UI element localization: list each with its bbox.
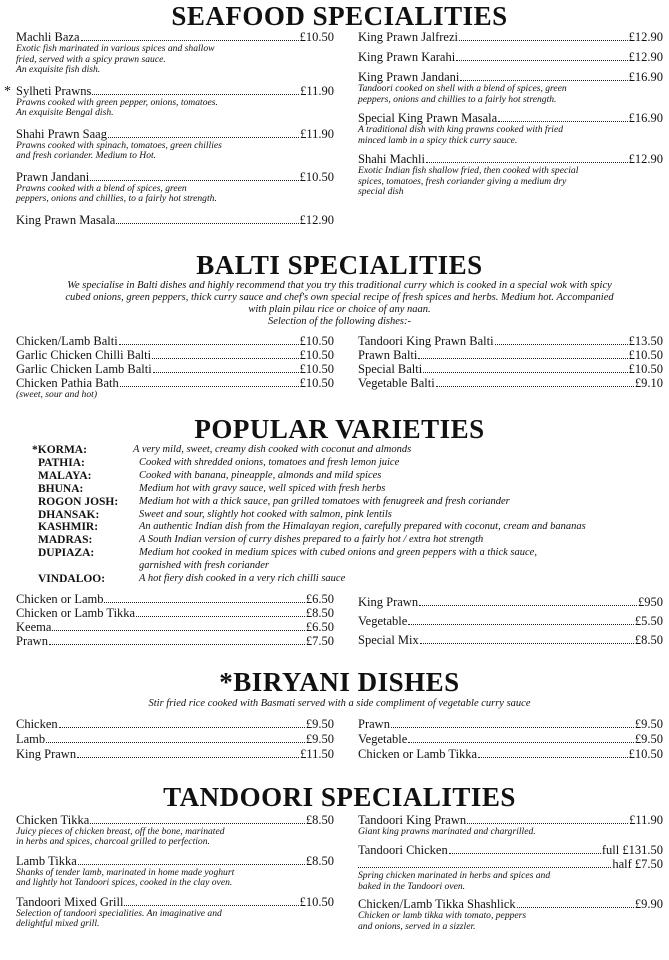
- tandoori-title: TANDOORI SPECIALITIES: [163, 781, 516, 812]
- item-row: [16, 854, 334, 868]
- dot-leader: [419, 605, 637, 606]
- item-name: Sylheti Prawns: [16, 83, 92, 98]
- variety-description: A South Indian version of curry dishes prepared to a fairly hot / extra hot strength: [139, 534, 484, 546]
- variety-description: An authentic Indian dish from the Himalayan region, carefully prepared with coconut, cream and bananas: [139, 521, 586, 533]
- biryani-right-column: [358, 717, 663, 762]
- biryani-columns: [16, 717, 663, 762]
- dot-leader: [92, 94, 299, 95]
- item-description: Prawns cooked with green pepper, onions, tomatoes.: [16, 96, 218, 108]
- variety-row: [16, 457, 663, 470]
- menu-item: [16, 634, 334, 648]
- menu-item: [358, 362, 663, 376]
- item-description: Selection of tandoori specialities. An imaginative and: [16, 907, 222, 919]
- dot-leader: [78, 864, 305, 865]
- biryani-left-column: [16, 717, 334, 762]
- variety-description: Medium hot with gravy sauce, well spiced with fresh herbs: [139, 482, 386, 494]
- menu-item: [16, 592, 334, 606]
- dot-leader: [495, 344, 628, 345]
- variety-description: Sweet and sour, slightly hot cooked with salmon, pink lentils: [139, 508, 392, 520]
- item-name: Special Mix: [358, 632, 419, 647]
- item-price: £8.50: [305, 605, 334, 620]
- item-price: £11.90: [629, 812, 663, 827]
- item-name: Chicken: [16, 716, 58, 731]
- item-name: Prawn Balti: [358, 347, 418, 362]
- balti-left-column: [16, 334, 334, 401]
- item-row: [16, 170, 334, 184]
- item-name: King Prawn Karahi: [358, 50, 456, 64]
- menu-item: [358, 70, 663, 105]
- intro-line: with plain pilau rice or choice of any naan.: [248, 303, 431, 315]
- menu-item: [358, 813, 663, 838]
- item-price: £10.50: [299, 30, 334, 44]
- item-name: Lamb: [16, 731, 46, 746]
- balti-title: BALTI SPECIALITIES: [196, 249, 483, 280]
- item-price-half: half £7.50: [612, 857, 663, 872]
- item-row: [16, 732, 334, 746]
- variety-name: MADRAS:: [38, 534, 93, 547]
- variety-name: DUPIAZA:: [38, 547, 95, 560]
- item-description: special dish: [358, 186, 404, 197]
- dot-leader: [426, 162, 628, 163]
- menu-item: [16, 620, 334, 634]
- variety-description: A hot fiery dish cooked in a very rich chilli sauce: [139, 573, 346, 585]
- item-name: Shahi Prawn Saag: [16, 126, 107, 141]
- item-price: £8.50: [305, 812, 334, 827]
- item-name: Chicken/Lamb Tikka Shashlick: [358, 897, 516, 912]
- item-price: £11.90: [300, 83, 334, 98]
- dot-leader: [498, 121, 627, 122]
- item-row: [358, 348, 663, 362]
- item-description: peppers, onions and chillies to a fairly hot strength.: [358, 93, 557, 105]
- item-name: Chicken or Lamb: [16, 591, 104, 606]
- dot-leader: [420, 643, 634, 644]
- menu-item: [358, 897, 663, 932]
- item-price: £10.50: [299, 361, 334, 376]
- menu-item: [16, 732, 334, 746]
- item-description: and fresh coriander. Medium to Hot.: [16, 150, 157, 161]
- item-name: Vegetable Balti: [358, 375, 435, 390]
- item-description: An exquisite Bengal dish.: [16, 107, 114, 118]
- variety-name: *KORMA:: [32, 444, 87, 456]
- item-name: Chicken or Lamb Tikka: [16, 605, 136, 620]
- variety-description: Medium hot with a thick sauce, pan grilled tomatoes with fenugreek and fresh coriander: [139, 495, 510, 507]
- item-price: £12.90: [628, 50, 663, 64]
- item-name: Prawn Jandani: [16, 169, 90, 184]
- item-row: [16, 334, 334, 348]
- item-price: £10.50: [628, 746, 663, 761]
- item-row: [358, 376, 663, 390]
- variety-name: KASHMIR:: [38, 521, 99, 534]
- dot-leader: [456, 60, 627, 61]
- item-price: £9.10: [634, 375, 663, 390]
- item-name: Special Balti: [358, 361, 423, 376]
- item-description: baked in the Tandoori oven.: [358, 880, 466, 892]
- item-description: Prawns cooked with a blend of spices, green: [16, 182, 187, 194]
- seafood-title: SEAFOOD SPECIALITIES: [171, 1, 508, 31]
- item-price: £16.90: [628, 111, 663, 125]
- menu-item: [358, 747, 663, 761]
- menu-item: [358, 348, 663, 362]
- item-name: Chicken Tikka: [16, 812, 90, 827]
- item-row: [16, 620, 334, 634]
- variety-row: [16, 496, 663, 509]
- item-description: and onions, served in a sizzler.: [358, 920, 476, 932]
- dot-leader: [108, 137, 299, 138]
- item-row: [16, 606, 334, 620]
- tandoori-columns: [16, 813, 663, 936]
- menu-item: [16, 348, 334, 362]
- item-name: Tandoori Mixed Grill: [16, 894, 124, 909]
- item-name: Chicken Pathia Bath: [16, 375, 119, 390]
- popular-right-column: [358, 592, 663, 652]
- variety-name: DHANSAK:: [38, 508, 100, 521]
- menu-item: [358, 717, 663, 731]
- item-price: £12.90: [628, 152, 663, 166]
- item-description: Exotic Indian fish shallow fried, then cooked with special: [358, 165, 579, 176]
- item-description: Tandoori cooked on shell with a blend of spices, green: [358, 83, 567, 94]
- dot-leader: [104, 602, 304, 603]
- popular-left-column: [16, 592, 334, 652]
- item-row: [358, 747, 663, 761]
- intro-line: cubed onions, green peppers, thick curry sauce and chef's own special recipe of fresh spices and herbs. Medium hot. Accompanied: [65, 291, 614, 303]
- dot-leader: [77, 757, 299, 758]
- item-price: £8.50: [634, 632, 663, 647]
- item-price: £10.50: [299, 375, 334, 390]
- dot-leader: [116, 223, 298, 224]
- item-row: [16, 813, 334, 827]
- item-description: A traditional dish with king prawns cooked with fried: [358, 124, 564, 135]
- menu-item: [16, 362, 334, 376]
- item-name: Special King Prawn Masala: [358, 111, 498, 125]
- menu-item: [358, 30, 663, 44]
- item-price: £11.90: [300, 126, 334, 141]
- variety-row: [16, 444, 663, 457]
- variety-row: [16, 483, 663, 496]
- variety-name: BHUNA:: [38, 482, 84, 495]
- item-name: King Prawn: [16, 746, 77, 761]
- menu-item: [16, 213, 334, 227]
- tandoori-left-column: [16, 813, 334, 936]
- dot-leader: [408, 742, 634, 743]
- item-price: £9.50: [634, 731, 663, 746]
- variety-description: Medium hot cooked in medium spices with cubed onions and green peppers with a thick sauce,: [139, 547, 537, 559]
- item-name: Lamb Tikka: [16, 853, 77, 868]
- item-row: [16, 30, 334, 44]
- item-row: [16, 376, 334, 390]
- variety-name: ROGON JOSH:: [38, 495, 119, 508]
- item-description: Juicy pieces of chicken breast, off the bone, marinated: [16, 825, 225, 837]
- menu-item: [358, 595, 663, 609]
- menu-item: [358, 50, 663, 64]
- item-row: [16, 592, 334, 606]
- item-price: £6.50: [305, 591, 334, 606]
- dot-leader: [119, 344, 299, 345]
- item-description: Prawns cooked with spinach, tomatoes, green chillies: [16, 139, 222, 151]
- item-name: Vegetable: [358, 613, 408, 628]
- item-description: in herbs and spices, charcoal grilled to perfection.: [16, 836, 210, 848]
- item-row: [358, 362, 663, 376]
- dot-leader: [124, 905, 298, 906]
- dot-leader: [81, 40, 299, 41]
- menu-item: [16, 334, 334, 348]
- item-price: £8.50: [305, 853, 334, 868]
- item-price: £9.90: [634, 897, 663, 912]
- menu-item: [16, 170, 334, 205]
- item-description: Spring chicken marinated in herbs and spices and: [358, 870, 551, 882]
- item-price: £10.50: [299, 347, 334, 362]
- item-price: £9.50: [634, 716, 663, 731]
- menu-item: [358, 614, 663, 628]
- balti-intro: [22, 280, 657, 328]
- item-row: [358, 334, 663, 348]
- dot-leader: [59, 727, 305, 728]
- variety-name: VINDALOO:: [38, 573, 106, 586]
- menu-item: [4, 83, 334, 119]
- menu-item: [358, 732, 663, 746]
- menu-item: [16, 813, 334, 848]
- item-name: King Prawn Masala: [16, 212, 116, 227]
- item-row: [358, 30, 663, 44]
- item-row: [358, 152, 663, 166]
- menu-item: [16, 717, 334, 731]
- item-row: [16, 127, 334, 141]
- item-description: spices, tomatoes, fresh coriander giving a medium dry: [358, 175, 567, 187]
- item-name: Tandoori King Prawn Balti: [358, 333, 494, 348]
- varieties-list: [16, 444, 663, 586]
- item-description: An exquisite fish dish.: [16, 64, 101, 75]
- dot-leader: [478, 757, 628, 758]
- menu-item: [16, 606, 334, 620]
- item-name: Vegetable: [358, 731, 408, 746]
- variety-row: [16, 521, 663, 534]
- item-price: £7.50: [305, 633, 334, 648]
- variety-row: [16, 573, 663, 586]
- dot-leader: [152, 358, 299, 359]
- item-row: [358, 50, 663, 64]
- item-description: Chicken or lamb tikka with tomato, peppers: [358, 910, 527, 922]
- variety-description: Cooked with banana, pineapple, almonds and mild spices: [139, 469, 382, 481]
- menu-item: [358, 334, 663, 348]
- variety-row: [16, 534, 663, 547]
- popular-columns: [16, 592, 663, 652]
- dot-leader: [423, 372, 627, 373]
- item-price: £10.50: [299, 169, 334, 184]
- item-description: and lightly hot Tandoori spices, cooked in the clay oven.: [16, 877, 233, 889]
- item-price: £13.50: [628, 333, 663, 348]
- dot-leader: [459, 40, 628, 41]
- menu-item: [16, 895, 334, 930]
- variety-name: MALAYA:: [38, 469, 92, 482]
- item-description: Exotic fish marinated in various spices and shallow: [16, 43, 215, 54]
- menu-item: [358, 111, 663, 146]
- variety-row: [16, 470, 663, 483]
- item-name: Tandoori Chicken: [358, 843, 448, 858]
- biryani-intro: Stir fried rice cooked with Basmati served with a side compliment of vegetable curry sauce: [148, 697, 531, 709]
- item-description: minced lamb in a spicy thick curry sauce.: [358, 134, 518, 146]
- item-price: £12.90: [299, 212, 334, 227]
- item-name: Prawn: [358, 716, 390, 731]
- item-row: [16, 362, 334, 376]
- item-row: [358, 614, 663, 628]
- menu-item: [16, 376, 334, 401]
- item-name: Chicken/Lamb Balti: [16, 333, 118, 348]
- item-description: Shanks of tender lamb, marinated in home made yoghurt: [16, 866, 235, 878]
- item-row: [16, 717, 334, 731]
- seafood-columns: [4, 30, 663, 235]
- item-row: [16, 84, 334, 98]
- dot-leader: [136, 616, 305, 617]
- dot-leader: [52, 630, 304, 631]
- item-description: Giant king prawns marinated and chargrilled.: [358, 825, 536, 837]
- item-row: [358, 595, 663, 609]
- item-name: Garlic Chicken Chilli Balti: [16, 347, 152, 362]
- item-description: peppers, onions and chillies, to a fairly hot strength.: [16, 193, 217, 204]
- item-name: Machli Baza: [16, 30, 80, 44]
- item-name: Keema: [16, 619, 52, 634]
- balti-columns: [16, 334, 663, 401]
- menu-item: [16, 747, 334, 761]
- item-row: [358, 717, 663, 731]
- asterisk-marker: *: [4, 83, 11, 99]
- item-row: [358, 111, 663, 125]
- item-description: delightful mixed grill.: [16, 918, 100, 930]
- item-name: Tandoori King Prawn: [358, 812, 467, 827]
- item-price: £10.50: [628, 361, 663, 376]
- item-name: Garlic Chicken Lamb Balti: [16, 361, 152, 376]
- dot-leader: [46, 742, 305, 743]
- balti-right-column: [358, 334, 663, 401]
- seafood-right-column: [358, 30, 663, 235]
- item-row: [358, 633, 663, 647]
- item-name: Shahi Machli: [358, 152, 426, 166]
- menu-item: [358, 843, 663, 892]
- menu-item: [358, 152, 663, 198]
- variety-row: [16, 509, 663, 522]
- dot-leader: [391, 727, 634, 728]
- dot-leader: [153, 372, 299, 373]
- menu-item: [358, 376, 663, 390]
- item-price: £12.90: [628, 30, 663, 44]
- item-row: [358, 732, 663, 746]
- dot-leader: [120, 386, 299, 387]
- item-row: [16, 213, 334, 227]
- item-price: £950: [638, 594, 663, 609]
- variety-name: [16, 560, 139, 573]
- menu-item: [16, 30, 334, 76]
- item-price: £10.50: [299, 894, 334, 909]
- item-price: £11.50: [300, 746, 334, 761]
- intro-line: Selection of the following dishes:-: [268, 315, 411, 327]
- dot-leader: [460, 80, 627, 81]
- menu-item: [16, 854, 334, 889]
- item-name: Chicken or Lamb Tikka: [358, 746, 478, 761]
- item-row: [16, 895, 334, 909]
- item-name: Prawn: [16, 633, 48, 648]
- dot-leader: [90, 823, 305, 824]
- dot-leader: [408, 624, 634, 625]
- item-price: £16.90: [628, 70, 663, 84]
- item-description: fried, served with a spicy prawn sauce.: [16, 53, 166, 65]
- dot-leader: [49, 644, 305, 645]
- menu-item: [358, 633, 663, 647]
- item-price: £10.50: [299, 333, 334, 348]
- item-row: [358, 70, 663, 84]
- menu-item: [16, 127, 334, 162]
- item-row: [16, 747, 334, 761]
- item-row: [16, 634, 334, 648]
- item-price: £10.50: [628, 347, 663, 362]
- dot-leader: [418, 358, 627, 359]
- item-description: (sweet, sour and hot): [16, 388, 98, 400]
- variety-description: A very mild, sweet, creamy dish cooked with coconut and almonds: [133, 444, 412, 455]
- tandoori-right-column: [358, 813, 663, 936]
- item-price: £9.50: [305, 731, 334, 746]
- dot-leader: [90, 180, 298, 181]
- intro-line: We specialise in Balti dishes and highly recommend that you try this traditional curry which is cooked in a special wok with spicy: [67, 279, 612, 291]
- item-price: £9.50: [305, 716, 334, 731]
- seafood-left-column: [4, 30, 334, 235]
- popular-title: POPULAR VARIETIES: [194, 414, 485, 444]
- item-name: King Prawn Jalfrezi: [358, 30, 458, 44]
- item-price-full: full £131.50: [601, 843, 663, 858]
- dot-leader: [436, 386, 634, 387]
- item-name: King Prawn: [358, 594, 419, 609]
- variety-description: garnished with fresh coriander: [139, 560, 269, 572]
- item-price: £6.50: [305, 619, 334, 634]
- variety-description: Cooked with shredded onions, tomatoes and fresh lemon juice: [139, 456, 400, 468]
- biryani-title: *BIRYANI DISHES: [219, 666, 460, 697]
- item-price: £5.50: [634, 613, 663, 628]
- item-row: [16, 348, 334, 362]
- variety-name: PATHIA:: [38, 456, 85, 469]
- variety-row: [16, 547, 663, 560]
- item-name: King Prawn Jandani: [358, 70, 460, 84]
- variety-row: [16, 560, 663, 573]
